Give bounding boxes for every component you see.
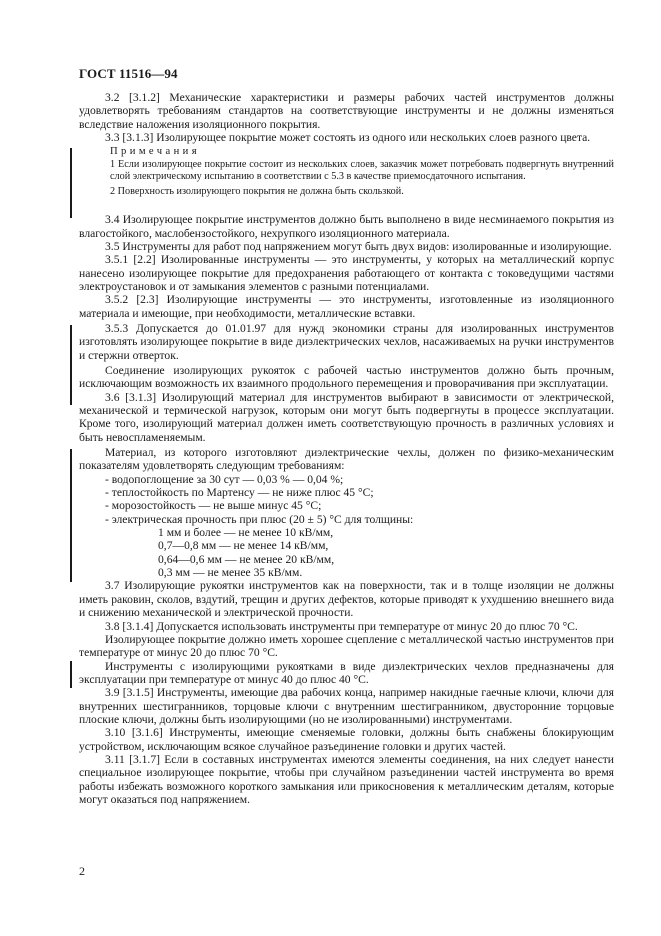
revision-block-2 xyxy=(79,446,614,579)
revision-bar xyxy=(70,661,72,688)
requirement-item: - электрическая прочность при плюс (20 ± 5) °С для толщины: xyxy=(105,512,414,526)
clause-3-2: 3.2 [3.1.2] Механические характеристики и размеры рабочих частей инструментов должны удовлетворять требованиям стандартов на соответствующие инструменты и не должны изменяться вследствие наложения изоляционного покрытия. xyxy=(79,91,614,131)
thickness-item: 0,7—0,8 мм — не менее 14 кВ/мм, xyxy=(158,539,329,553)
revision-bar xyxy=(70,325,72,405)
revision-block-3 xyxy=(79,660,614,687)
requirements-list xyxy=(79,473,614,526)
clause-3-8: 3.8 [3.1.4] Допускается использовать инструменты при температуре от минус 20 до плюс 70 °С. xyxy=(105,619,578,633)
page-number: 2 xyxy=(79,864,85,878)
requirement-item: - теплостойкость по Мартенсу — не ниже плюс 45 °С; xyxy=(105,486,374,500)
clause-3-4: 3.4 Изолирующее покрытие инструментов должно быть выполнено в виде несминаемого покрытия из влагостойкого, маслобензостойкого, нехрупкого изоляционного материала. xyxy=(79,213,614,240)
main-text xyxy=(79,91,614,806)
revision-bar xyxy=(70,148,72,218)
clause-3-7: 3.7 Изолирующие рукоятки инструментов как на поверхности, так и в толще изоляции не должны иметь раковин, сколов, вздутий, трещин и других дефектов, которые приводят к ухудшению внешнего вида и снижению механической и электрической прочности. xyxy=(79,579,614,620)
revision-block-1 xyxy=(79,322,614,391)
thickness-item: 0,3 мм — не менее 35 кВ/мм. xyxy=(158,566,303,580)
clause-3-5-3: 3.5.3 Допускается до 01.01.97 для нужд экономики страны для изолированных инструментов изготовлять изолирующее покрытие в виде диэлектрических чехлов, насаживаемых на ручки инструментов и стержни отверток. xyxy=(79,321,614,362)
clause-3-11: 3.11 [3.1.7] Если в составных инструментах имеются элементы соединения, на них следует нанести специальное изолирующее покрытие, чтобы при случайном разъединении частей инструмента во время работы избежать возможного короткого замыкания или прикосновения к металлическим деталям, которые могут оказаться под напряжением. xyxy=(79,752,614,806)
thickness-item: 0,64—0,6 мм — не менее 20 кВ/мм, xyxy=(158,552,335,566)
thickness-list xyxy=(79,526,614,579)
handle-connection-paragraph: Соединение изолирующих рукояток с рабочей частью инструментов должно быть прочным, исключающим возможность их взаимного продольного перемещения и проворачивания при эксплуатации. xyxy=(79,363,614,391)
adhesion-paragraph: Изолирующее покрытие должно иметь хорошее сцепление с металлической частью инструментов при температуре от минус 20 до плюс 70 °С. xyxy=(79,632,614,660)
requirement-item: - водопоглощение за 30 сут — 0,03 % — 0,04 %; xyxy=(105,472,344,486)
material-requirements-intro: Материал, из которого изготовляют диэлектрические чехлы, должен по физико-механическим показателям удовлетворять следующим требованиям: xyxy=(79,446,614,473)
revision-bar xyxy=(70,449,72,582)
clause-3-5-1: 3.5.1 [2.2] Изолированные инструменты — это инструменты, у которых на металлический корпус нанесено изолирующее покрытие для предохранения работающего от контакта с токоведущими частями электроустановок и от замыкания элементов с разными потенциалами. xyxy=(79,253,614,293)
clause-3-5: 3.5 Инструменты для работ под напряжением могут быть двух видов: изолированные и изолирующие. xyxy=(105,239,612,253)
dielectric-handles-paragraph: Инструменты с изолирующими рукоятками в виде диэлектрических чехлов предназначены для эксплуатации при температуре от минус 40 до плюс 40 °С. xyxy=(79,659,614,686)
standard-header: ГОСТ 11516—94 xyxy=(79,66,178,81)
requirement-item: - морозостойкость — не выше минус 45 °С; xyxy=(105,499,322,513)
clause-3-9: 3.9 [3.1.5] Инструменты, имеющие два рабочих конца, например накидные гаечные ключи, ключи для внутренних шестигранников, торцовые ключи с внутренним шестигранником, двусторонние торцовые плоские ключи, должны быть изолирующими (но не изолированными) инструментами. xyxy=(79,686,614,726)
notes-title: Примечания xyxy=(110,146,200,158)
thickness-item: 1 мм и более — не менее 10 кВ/мм, xyxy=(158,526,334,540)
notes-block xyxy=(79,146,614,198)
clause-3-10: 3.10 [3.1.6] Инструменты, имеющие сменяемые головки, должны быть снабжены блокирующим устройством, исключающим всякое случайное разъединение головки и других частей. xyxy=(79,726,614,753)
note-1: 1 Если изолирующее покрытие состоит из нескольких слоев, заказчик может потребовать подвергнуть внутренний слой электрическому испытанию в соответствии с 5.3 в качестве приемосдаточного испытания. xyxy=(110,158,614,182)
note-2: 2 Поверхность изолирующего покрытия не должна быть скользкой. xyxy=(110,185,404,197)
clause-3-3: 3.3 [3.1.3] Изолирующее покрытие может состоять из одного или нескольких слоев разного цвета. xyxy=(105,131,591,145)
clause-3-5-2: 3.5.2 [2.3] Изолирующие инструменты — это инструменты, изготовленные из изоляционного материала и имеющие, при необходимости, металлические вставки. xyxy=(79,293,614,320)
clause-3-6: 3.6 [3.1.3] Изолирующий материал для инструментов выбирают в зависимости от электрической, механической и термической нагрузок, которым они могут быть подвергнуты в процессе эксплуатации. Кроме того, изолирующий материал должен иметь соответствующую прочность в различных условиях и быть невоспламеняемым. xyxy=(79,390,614,444)
